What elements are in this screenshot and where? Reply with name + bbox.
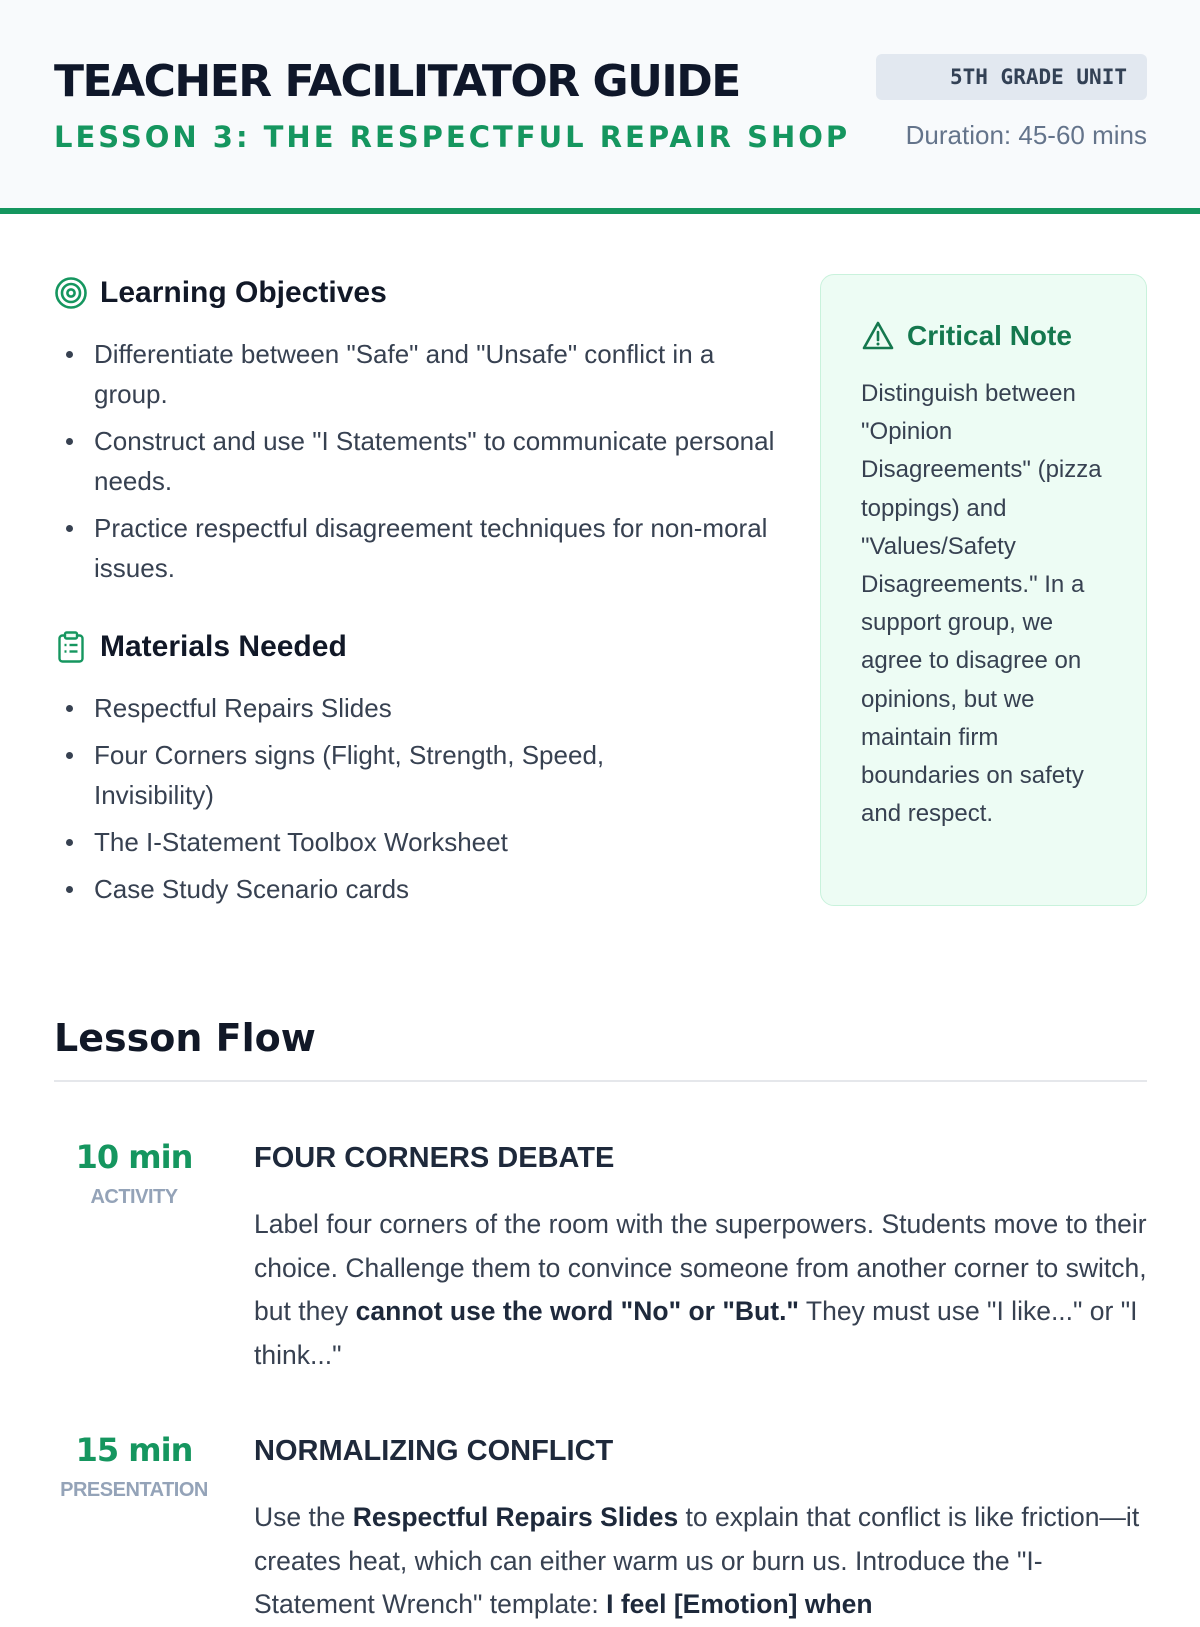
critical-note-card [820,274,1147,906]
step-1-desc-emphasis: cannot use the word "No" or "But." [355,1296,800,1326]
step-2-desc-more: Introduce the "I-Statement Wrench" template: [254,1545,1043,1619]
critical-note-heading [861,319,1116,353]
step-2-time: 15 min [75,1431,193,1469]
clipboard-icon [54,630,88,664]
objectives-heading [54,276,387,310]
step-2-desc-text-end: to explain that conflict is like friction—it creates heat, which can either warm us or burn us. [254,1502,1140,1576]
step-1-description [254,1203,1150,1377]
step-1-desc-text-end: They must use "I like..." or "I think..." [254,1296,1138,1370]
list-item: Respectful Repairs Slides [60,688,700,728]
step-2-title: NORMALIZING CONFLICT [254,1435,614,1467]
list-item: Case Study Scenario cards [60,869,700,909]
page-title: TEACHER FACILITATOR GUIDE [54,56,740,107]
list-item: Differentiate between "Safe" and "Unsafe" conflict in a group. [60,334,775,414]
step-2-desc-emphasis: Respectful Repairs Slides [352,1502,679,1532]
critical-note-title: Critical Note [907,320,1072,351]
critical-note-body: Distinguish between "Opinion Disagreements" (pizza toppings) and "Values/Safety Disagreements." In a support group, we agree to disagree on opinions, but we maintain firm boundaries on safety and respect. [861,380,1102,828]
step-1-title: FOUR CORNERS DEBATE [254,1142,615,1174]
target-icon [54,276,88,310]
lesson-title: LESSON 3: THE RESPECTFUL REPAIR SHOP [54,120,851,154]
page-header [0,0,1200,214]
step-2-type: PRESENTATION [60,1479,208,1501]
objectives-heading-label: Learning Objectives [100,276,387,309]
grade-badge: 5TH GRADE UNIT [876,54,1147,100]
step-2-desc-text: Use the [254,1502,353,1532]
divider [54,1080,1147,1082]
step-1-type: ACTIVITY [90,1186,178,1208]
lesson-flow-heading: Lesson Flow [54,1016,316,1060]
list-item: Construct and use "I Statements" to communicate personal needs. [60,421,775,501]
step-2-description [254,1496,1150,1627]
list-item: Four Corners signs (Flight, Strength, Speed, Invisibility) [60,735,700,815]
objectives-list [60,334,775,595]
list-item: Practice respectful disagreement techniques for non-moral issues. [60,508,775,588]
warning-triangle-icon [861,319,895,353]
duration-label: Duration: 45-60 mins [905,120,1147,150]
list-item: The I-Statement Toolbox Worksheet [60,822,700,862]
materials-list [60,688,700,916]
step-1-time: 10 min [75,1138,193,1176]
materials-heading [54,630,347,664]
materials-heading-label: Materials Needed [100,630,347,663]
step-1-desc-text: Label four corners of the room with the superpowers. Students move to their choice. Challenge them to convince someone from another corner to switch, but they [254,1209,1147,1326]
step-2-desc-more-emphasis: I feel [Emotion] when [606,1589,873,1619]
